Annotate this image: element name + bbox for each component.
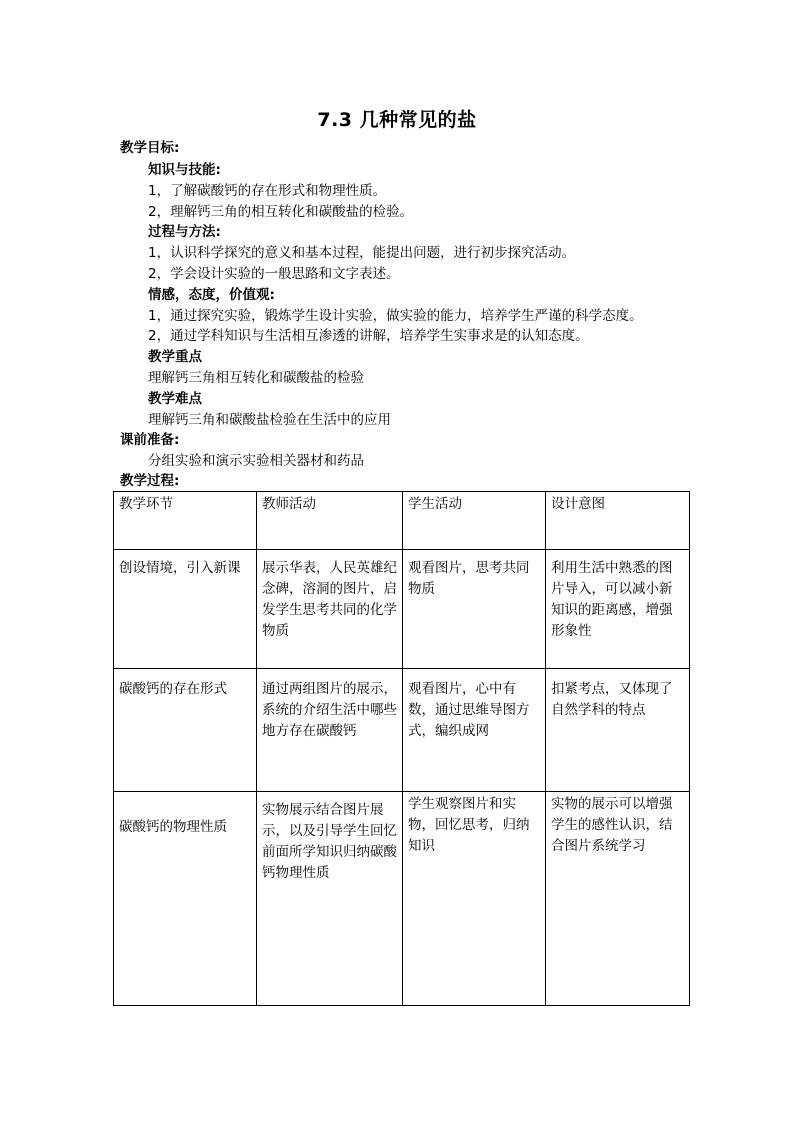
table-row bbox=[114, 550, 690, 669]
table-cell: 展示华表，人民英雄纪念碑，溶洞的图片，启发学生思考共同的化学物质 bbox=[257, 550, 403, 669]
process-item: 2，学会设计实验的一般思路和文字表述。 bbox=[148, 266, 400, 282]
knowledge-item: 1，了解碳酸钙的存在形式和物理性质。 bbox=[148, 183, 387, 199]
table-cell bbox=[403, 792, 546, 1006]
process-item: 1，认识科学探究的意义和基本过程，能提出问题，进行初步探究活动。 bbox=[148, 245, 576, 261]
table-cell: 观看图片，思考共同物质 bbox=[403, 550, 546, 669]
table-cell bbox=[114, 792, 257, 1006]
table-cell: 扣紧考点，又体现了自然学科的特点 bbox=[546, 669, 690, 792]
column-header: 学生活动 bbox=[403, 492, 546, 550]
knowledge-heading: 知识与技能: bbox=[148, 162, 221, 178]
table-cell-text: 实物展示结合图片展示，以及引导学生回忆前面所学知识归纳碳酸钙物理性质 bbox=[262, 802, 397, 881]
process-heading: 过程与方法: bbox=[148, 224, 221, 240]
teaching-process-table bbox=[113, 491, 690, 1006]
table-cell: 创设情境，引入新课 bbox=[114, 550, 257, 669]
key-point-text: 理解钙三角相互转化和碳酸盐的检验 bbox=[148, 370, 364, 386]
table-row bbox=[114, 669, 690, 792]
table-row bbox=[114, 792, 690, 1006]
table-cell: 观看图片，心中有数，通过思维导图方式，编织成网 bbox=[403, 669, 546, 792]
emotion-item: 1，通过探究实验，锻炼学生设计实验，做实验的能力，培养学生严谨的科学态度。 bbox=[148, 308, 643, 324]
column-header: 教师活动 bbox=[257, 492, 403, 550]
knowledge-item: 2，理解钙三角的相互转化和碳酸盐的检验。 bbox=[148, 204, 414, 220]
column-header: 教学环节 bbox=[114, 492, 257, 550]
objectives-heading: 教学目标: bbox=[120, 140, 180, 156]
preparation-heading: 课前准备: bbox=[120, 432, 180, 448]
emotion-item: 2，通过学科知识与生活相互渗透的讲解，培养学生实事求是的认知态度。 bbox=[148, 328, 589, 344]
table-cell bbox=[546, 792, 690, 1006]
table-cell-text: 学生观察图片和实物，回忆思考，归纳知识 bbox=[408, 796, 530, 854]
table-cell: 利用生活中熟悉的图片导入，可以减小新知识的距离感，增强形象性 bbox=[546, 550, 690, 669]
preparation-text: 分组实验和演示实验相关器材和药品 bbox=[148, 453, 364, 469]
key-point-heading: 教学重点 bbox=[148, 349, 202, 365]
table-header-row bbox=[114, 492, 690, 550]
table-cell-text: 实物的展示可以增强学生的感性认识，结合图片系统学习 bbox=[551, 796, 673, 854]
table-cell: 通过两组图片的展示，系统的介绍生活中哪些地方存在碳酸钙 bbox=[257, 669, 403, 792]
table-cell: 碳酸钙的存在形式 bbox=[114, 669, 257, 792]
difficulty-text: 理解钙三角和碳酸盐检验在生活中的应用 bbox=[148, 412, 391, 428]
column-header: 设计意图 bbox=[546, 492, 690, 550]
teaching-process-heading: 教学过程: bbox=[120, 473, 180, 489]
table-cell-text: 碳酸钙的物理性质 bbox=[119, 819, 227, 835]
emotion-heading: 情感，态度，价值观: bbox=[148, 287, 275, 303]
table-cell bbox=[257, 792, 403, 1006]
difficulty-heading: 教学难点 bbox=[148, 391, 202, 407]
page-title: 7.3 几种常见的盐 bbox=[317, 109, 477, 131]
